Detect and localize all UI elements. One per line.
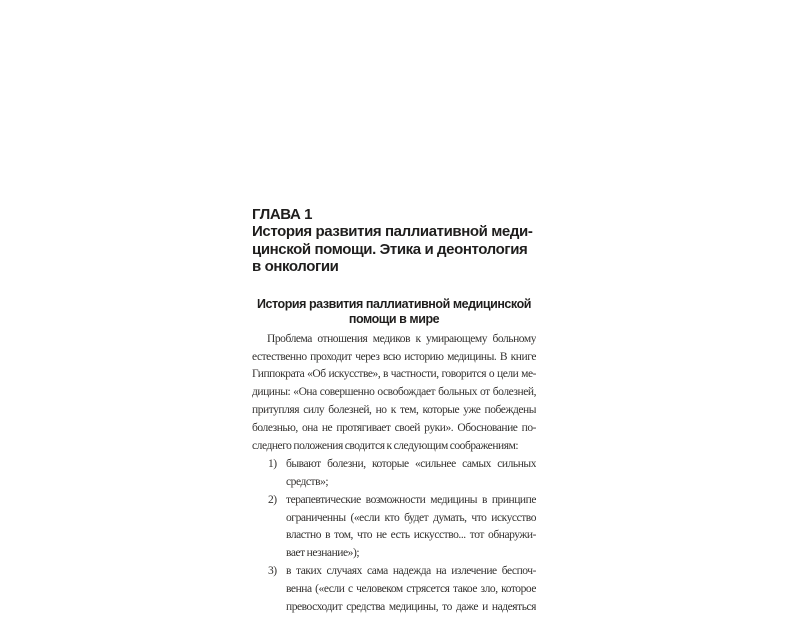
chapter-number: ГЛАВА 1 — [252, 206, 313, 223]
list-item-3-text — [286, 563, 536, 617]
list-item-2-number: 2) — [268, 493, 277, 506]
paragraph-line-2: естественно проходит через всю историю медицины. В книге — [252, 350, 536, 363]
list-item-3-line-3: превосходит средства медицины, то даже и надеяться — [286, 600, 536, 613]
list-item-2-line-3: властно в том, что не есть искусство... тот обнаружи- — [286, 529, 536, 542]
paragraph-line-3: Гиппократа «Об искусстве», в частности, говорится о цели ме- — [252, 368, 536, 381]
paragraph-line-5: притупляя силу болезней, но к тем, которые уже побеждены — [252, 404, 536, 417]
list-item-2-line-1: терапевтические возможности медицины в принципе — [286, 493, 536, 506]
chapter-heading — [252, 206, 536, 276]
list-item-1-line-2: средств»; — [286, 475, 329, 488]
body-text — [252, 331, 536, 617]
section-heading-line-1: История развития паллиативной медицинской — [256, 296, 531, 311]
list-item-3-number: 3) — [268, 565, 277, 578]
list-item-3-line-1: в таких случаях сама надежда на излечение беспоч- — [286, 565, 536, 578]
list-item-1 — [252, 456, 536, 492]
list-item-1-number: 1) — [268, 457, 277, 470]
chapter-title-line-3: в онкологии — [252, 258, 339, 276]
chapter-title-line-2: цинской помощи. Этика и деонтология — [252, 240, 528, 258]
list-item-2-text — [286, 492, 536, 564]
text-column — [252, 0, 536, 617]
list-item-2 — [252, 492, 536, 564]
list-item-2-line-4: вает незнание»); — [286, 547, 360, 560]
list-item-3-line-2: венна («если с человеком стрясется такое зло, которое — [286, 583, 536, 596]
list-item-2-line-2: ограниченны («если кто будет думать, что искусство — [286, 511, 536, 524]
list-item-1-line-1: бывают болезни, которые «сильнее самых сильных — [286, 457, 536, 470]
paragraph-line-4: дицины: «Она совершенно освобождает больных от болезней, — [252, 386, 536, 399]
chapter-title-line-1: История развития паллиативной меди- — [252, 223, 533, 241]
paragraph-line-7: следнего положения сводится к следующим соображениям: — [252, 439, 519, 452]
list-item-1-text — [286, 456, 536, 492]
section-heading-line-2: помощи в мире — [348, 312, 440, 327]
paragraph-line-1: Проблема отношения медиков к умирающему больному — [267, 332, 536, 345]
list-item-3 — [252, 563, 536, 617]
paragraph-line-6: болезнью, она не протягивает своей руки». Обоснование по- — [252, 422, 536, 435]
section-heading — [252, 297, 536, 328]
